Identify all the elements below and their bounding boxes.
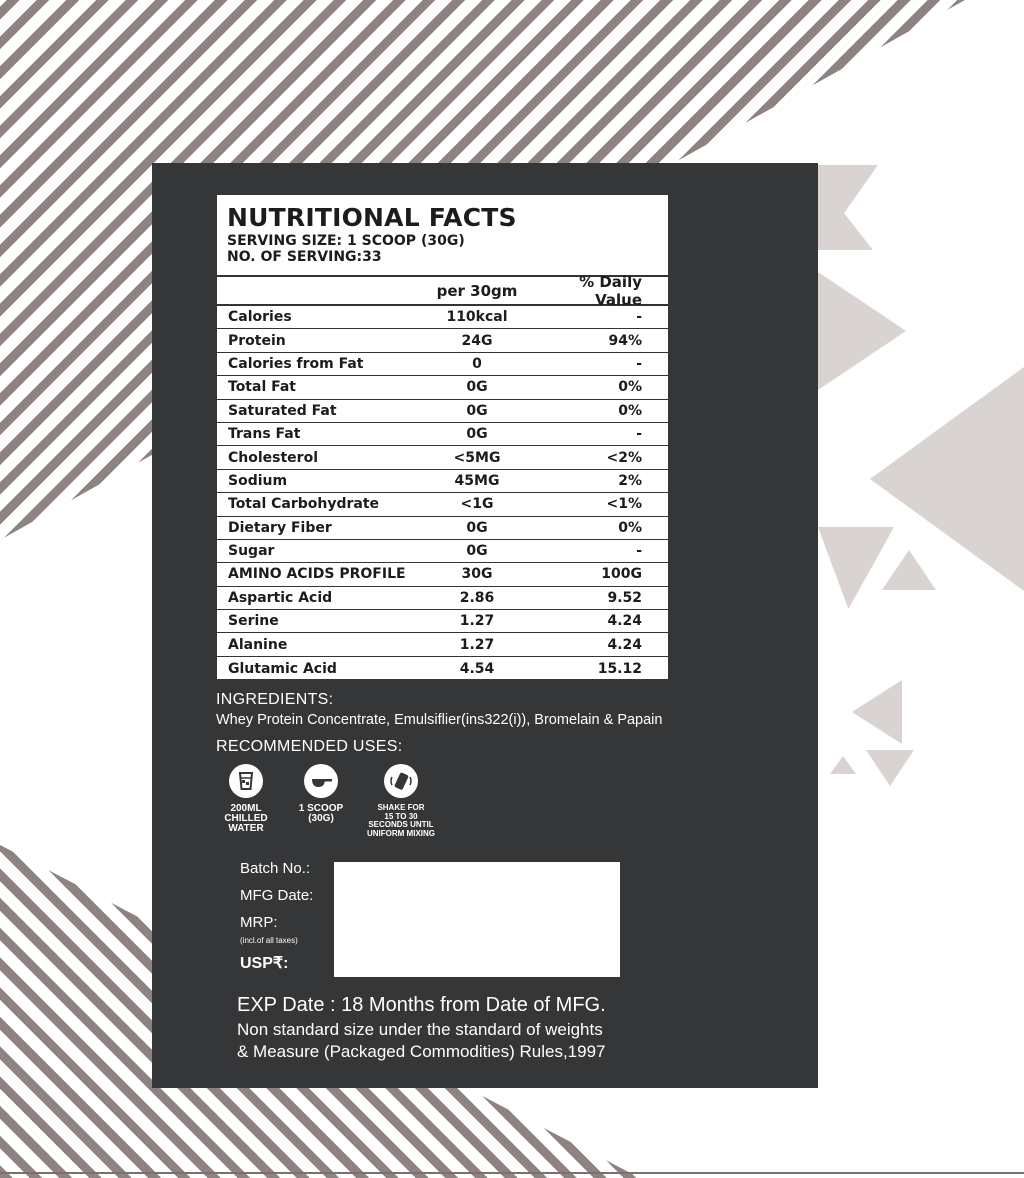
column-per-serving: per 30gm: [436, 281, 518, 300]
serving-size: SERVING SIZE: 1 SCOOP (30G): [227, 233, 465, 249]
ingredients-heading: INGREDIENTS:: [216, 691, 334, 708]
nutrient-name: Protein: [228, 332, 286, 349]
nutrition-row: [217, 353, 668, 376]
use-scoop: [276, 764, 366, 824]
nutrition-row: [217, 376, 668, 399]
nutrient-amount: <1G: [460, 496, 494, 513]
servings-count: NO. OF SERVING:33: [227, 249, 382, 265]
use-scoop-line2: (30G): [308, 813, 334, 824]
recommended-uses-heading: RECOMMENDED USES:: [216, 738, 403, 755]
mfg-date-label: MFG Date:: [240, 887, 314, 904]
column-daily-value: % Daily Value: [579, 272, 642, 309]
batch-info-box: [334, 862, 620, 977]
decorative-triangle: [830, 756, 856, 774]
nutrient-daily-value: -: [636, 426, 642, 443]
nutrient-amount: 0G: [466, 519, 488, 536]
nutrition-row: [217, 446, 668, 469]
nutrient-name: Glutamic Acid: [228, 660, 337, 677]
nutrient-amount: <5MG: [453, 449, 501, 466]
nutrient-daily-value: 4.24: [607, 613, 642, 630]
decorative-triangle: [870, 367, 1024, 591]
nutrient-daily-value: 15.12: [597, 660, 642, 677]
decorative-triangle: [882, 550, 936, 590]
nutrient-amount: 1.27: [459, 636, 495, 653]
use-shake: [356, 764, 446, 838]
nutrient-amount: 0G: [466, 379, 488, 396]
nutrition-row: [217, 610, 668, 633]
nutrient-daily-value: 4.24: [607, 636, 642, 653]
nutrition-row: [217, 400, 668, 423]
nutrient-amount: 24G: [461, 332, 493, 349]
use-shake-line3: SECONDS UNTIL: [368, 820, 434, 829]
nutrient-amount: 0G: [466, 543, 488, 560]
nutrient-daily-value: 100G: [601, 566, 642, 583]
usp-label: USP₹:: [240, 955, 289, 972]
nutrition-row: [217, 563, 668, 586]
use-shake-line2: 15 TO 30: [384, 811, 418, 821]
use-water-line2: CHILLED: [224, 813, 268, 824]
nutrient-name: Aspartic Acid: [228, 589, 333, 606]
nutrient-daily-value: 0%: [618, 519, 642, 536]
nutrient-amount: 45MG: [454, 472, 500, 489]
mrp-label: MRP:: [240, 914, 278, 931]
nutrient-amount: 30G: [461, 566, 493, 583]
nutrient-name: Total Fat: [228, 379, 297, 396]
use-shake-line4: UNIFORM MIXING: [367, 828, 435, 838]
nutrient-name: Total Carbohydrate: [228, 496, 380, 513]
nutrient-daily-value: 0%: [618, 402, 642, 419]
decorative-triangle: [818, 527, 894, 609]
nutrient-amount: 0G: [466, 402, 488, 419]
nutrient-name: Sodium: [228, 472, 288, 489]
standard-note-line2: & Measure (Packaged Commodities) Rules,1997: [237, 1042, 606, 1061]
use-water-line3: WATER: [228, 823, 264, 834]
nutrition-row: [217, 329, 668, 352]
nutrient-daily-value: 94%: [608, 332, 642, 349]
nutrient-daily-value: 2%: [618, 472, 642, 489]
nutrient-name: Saturated Fat: [228, 402, 337, 419]
nutrient-amount: 0: [472, 355, 482, 372]
decorative-triangle: [866, 750, 914, 786]
nutrient-amount: 110kcal: [446, 309, 508, 326]
glass-water-icon: [229, 764, 263, 798]
nutrient-name: Calories from Fat: [228, 355, 364, 372]
mrp-note: (incl.of all taxes): [240, 936, 298, 945]
nutrient-amount: 2.86: [459, 589, 495, 606]
ingredients-text: Whey Protein Concentrate, Emulsiflier(ins322(i)), Bromelain & Papain: [216, 712, 663, 728]
facts-title: NUTRITIONAL FACTS: [227, 203, 517, 232]
nutrition-row: [217, 493, 668, 516]
nutrient-daily-value: -: [636, 309, 642, 326]
nutrient-daily-value: 9.52: [607, 589, 642, 606]
nutrient-amount: 4.54: [459, 660, 495, 677]
facts-column-headers: [217, 272, 668, 309]
nutrition-row: [217, 633, 668, 656]
nutrient-name: Sugar: [228, 543, 275, 560]
use-scoop-line1: 1 SCOOP: [298, 803, 344, 814]
nutrition-facts-table: [217, 195, 668, 679]
nutrient-name: Cholesterol: [228, 449, 318, 466]
use-shake-line1: SHAKE FOR: [377, 803, 425, 812]
nutrient-name: Serine: [228, 613, 279, 630]
facts-header: [217, 195, 668, 277]
nutrient-amount: 1.27: [459, 613, 495, 630]
decorative-triangle: [852, 680, 902, 744]
use-water-line1: 200ML: [230, 803, 262, 814]
nutrient-daily-value: <2%: [606, 449, 642, 466]
nutrition-row: [217, 540, 668, 563]
nutrient-name: Trans Fat: [228, 426, 301, 443]
scoop-icon: [304, 764, 338, 798]
nutrient-name: Alanine: [228, 636, 288, 653]
nutrient-amount: 0G: [466, 426, 488, 443]
batch-no-label: Batch No.:: [240, 860, 311, 877]
standard-note-line1: Non standard size under the standard of weights: [237, 1020, 603, 1039]
decorative-triangle: [818, 272, 906, 390]
nutrient-name: Dietary Fiber: [228, 519, 332, 536]
nutrition-row: [217, 657, 668, 680]
nutrient-daily-value: -: [636, 355, 642, 372]
nutrition-row: [217, 587, 668, 610]
nutrition-row: [217, 470, 668, 493]
shaker-icon: [384, 764, 418, 798]
bottom-divider: [0, 1172, 1024, 1174]
nutrient-daily-value: <1%: [606, 496, 642, 513]
nutrient-name: Calories: [228, 309, 292, 326]
nutrient-name: AMINO ACIDS PROFILE: [228, 566, 406, 583]
nutrient-daily-value: -: [636, 543, 642, 560]
nutrient-daily-value: 0%: [618, 379, 642, 396]
expiry-text: EXP Date : 18 Months from Date of MFG.: [237, 994, 606, 1016]
nutrition-row: [217, 423, 668, 446]
nutrition-row: [217, 517, 668, 540]
nutrition-row: [217, 306, 668, 329]
facts-rows: [217, 306, 668, 680]
